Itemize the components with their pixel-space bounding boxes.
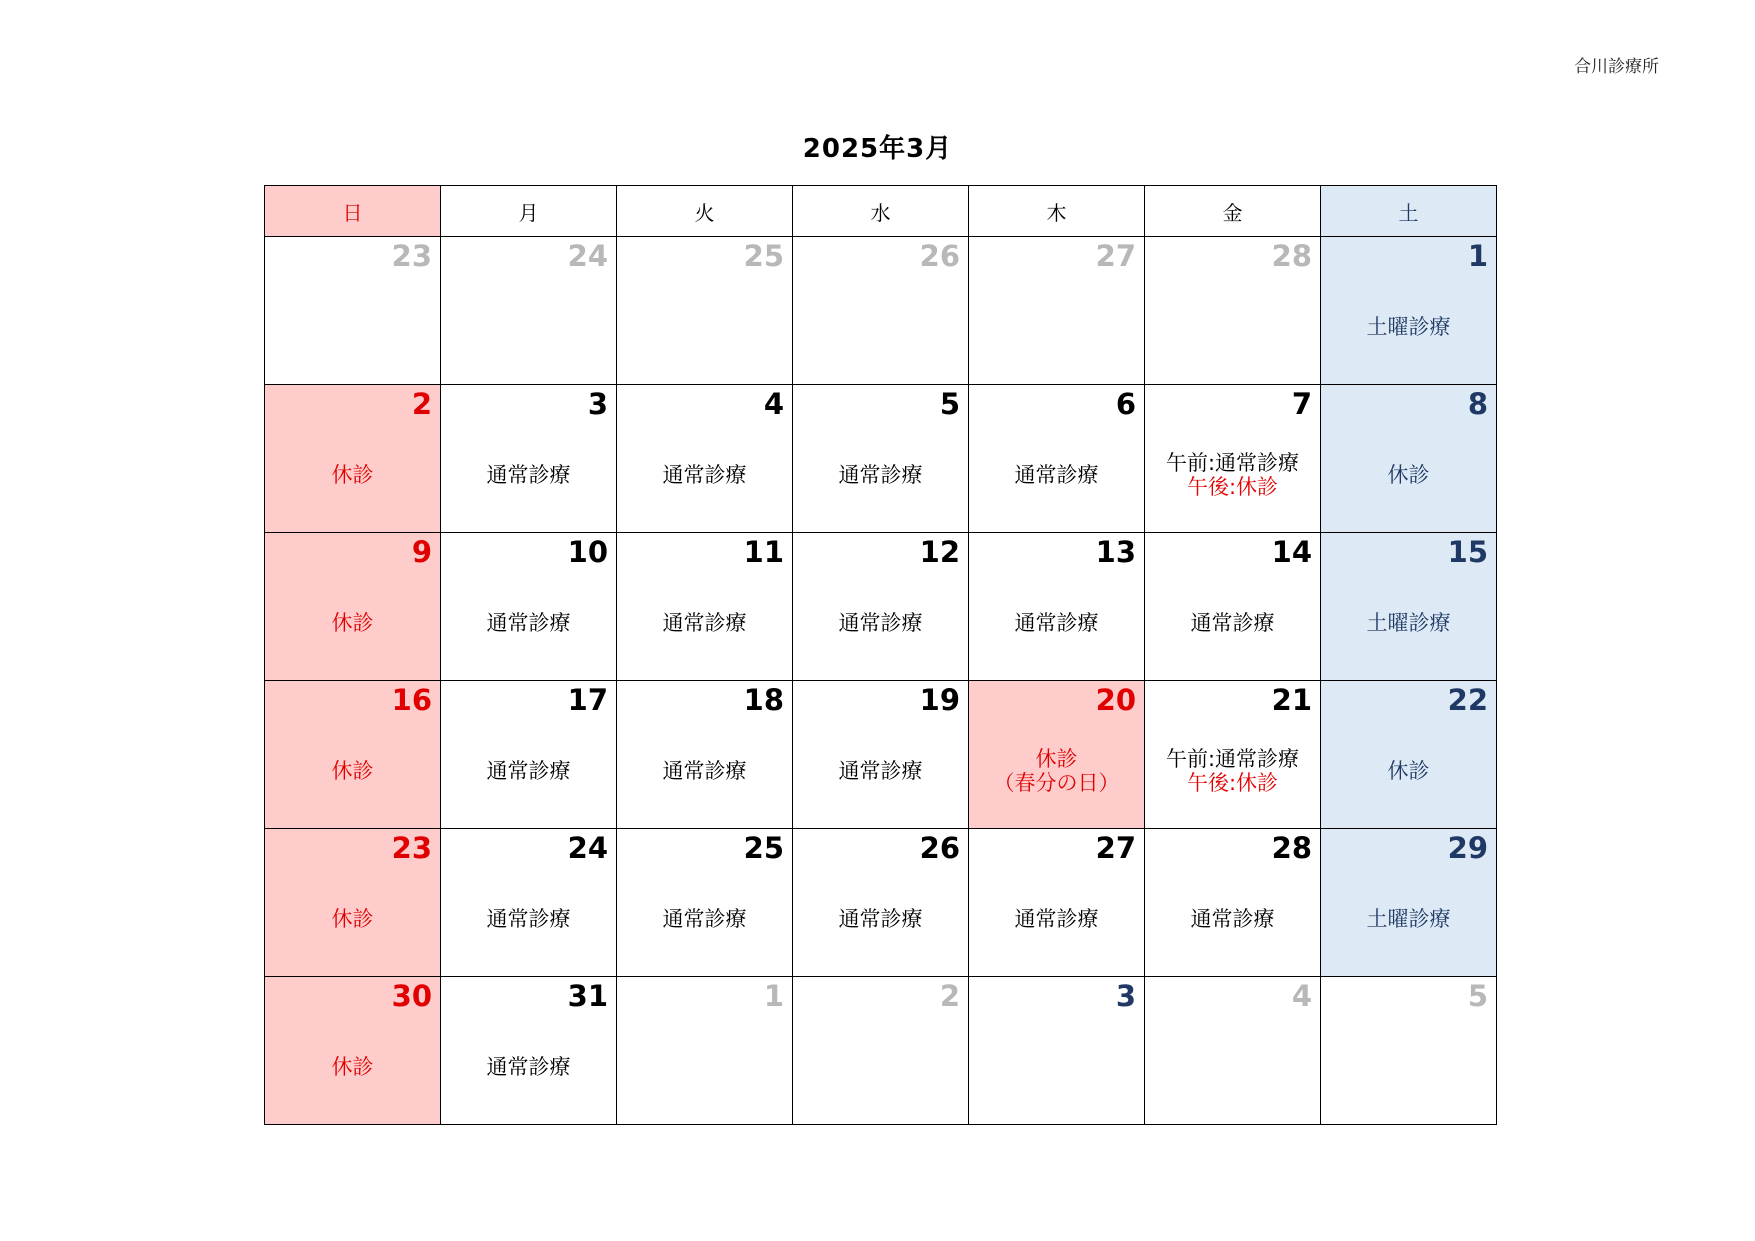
weekday-header-thu: 木 bbox=[969, 186, 1145, 237]
day-number: 24 bbox=[567, 239, 608, 273]
calendar-day-cell bbox=[793, 681, 969, 829]
calendar-day-cell bbox=[793, 533, 969, 681]
status-line: 通常診療 bbox=[1190, 611, 1275, 635]
status-line: 通常診療 bbox=[662, 611, 747, 635]
day-status bbox=[441, 611, 616, 635]
day-number: 1 bbox=[1467, 239, 1488, 273]
status-line: 土曜診療 bbox=[1366, 907, 1451, 931]
day-status bbox=[1321, 463, 1496, 487]
calendar-day-cell bbox=[1321, 533, 1497, 681]
clinic-name: 合川診療所 bbox=[1574, 57, 1659, 77]
status-line: 通常診療 bbox=[662, 463, 747, 487]
day-number: 30 bbox=[391, 979, 432, 1013]
day-number: 6 bbox=[1115, 387, 1136, 421]
calendar-day-cell bbox=[969, 385, 1145, 533]
weekday-header-sun: 日 bbox=[265, 186, 441, 237]
day-status bbox=[1321, 315, 1496, 339]
calendar-day-cell bbox=[1321, 829, 1497, 977]
day-number: 4 bbox=[1291, 979, 1312, 1013]
day-number: 18 bbox=[743, 683, 784, 717]
calendar-day-cell bbox=[1321, 681, 1497, 829]
day-number: 3 bbox=[1115, 979, 1136, 1013]
day-number: 11 bbox=[743, 535, 784, 569]
calendar-day-cell bbox=[265, 681, 441, 829]
day-status bbox=[793, 611, 968, 635]
calendar-day-cell bbox=[969, 533, 1145, 681]
day-status bbox=[793, 463, 968, 487]
calendar-week-row bbox=[265, 385, 1497, 533]
calendar-week-row bbox=[265, 681, 1497, 829]
calendar-day-cell bbox=[793, 385, 969, 533]
calendar-day-cell bbox=[441, 533, 617, 681]
status-line: 通常診療 bbox=[486, 463, 571, 487]
status-line: 通常診療 bbox=[662, 759, 747, 783]
status-line: 休診 bbox=[1387, 759, 1430, 783]
calendar-day-cell bbox=[265, 533, 441, 681]
day-number: 4 bbox=[763, 387, 784, 421]
day-number: 15 bbox=[1447, 535, 1488, 569]
day-number: 27 bbox=[1095, 239, 1136, 273]
day-number: 3 bbox=[587, 387, 608, 421]
day-status bbox=[969, 463, 1144, 487]
day-number: 16 bbox=[391, 683, 432, 717]
calendar-day-cell bbox=[265, 385, 441, 533]
status-line: 土曜診療 bbox=[1366, 315, 1451, 339]
status-line: 午前:通常診療 bbox=[1165, 747, 1300, 771]
calendar-day-cell bbox=[441, 681, 617, 829]
day-status bbox=[969, 611, 1144, 635]
day-number: 1 bbox=[763, 979, 784, 1013]
day-status bbox=[617, 759, 792, 783]
status-line: 休診 bbox=[1387, 463, 1430, 487]
calendar-day-cell bbox=[617, 237, 793, 385]
day-number: 10 bbox=[567, 535, 608, 569]
day-number: 5 bbox=[1467, 979, 1488, 1013]
calendar-day-cell bbox=[617, 681, 793, 829]
status-line: 通常診療 bbox=[486, 759, 571, 783]
calendar-day-cell bbox=[265, 237, 441, 385]
day-number: 26 bbox=[919, 831, 960, 865]
day-number: 2 bbox=[411, 387, 432, 421]
calendar-day-cell bbox=[793, 829, 969, 977]
day-number: 19 bbox=[919, 683, 960, 717]
status-line: 通常診療 bbox=[838, 759, 923, 783]
status-line: 通常診療 bbox=[1014, 463, 1099, 487]
day-number: 31 bbox=[567, 979, 608, 1013]
status-line: 通常診療 bbox=[838, 907, 923, 931]
calendar-day-cell bbox=[793, 977, 969, 1125]
calendar-day-cell bbox=[1321, 977, 1497, 1125]
status-line: 午前:通常診療 bbox=[1165, 451, 1300, 475]
calendar-day-cell bbox=[1145, 681, 1321, 829]
day-status bbox=[1321, 907, 1496, 931]
day-number: 24 bbox=[567, 831, 608, 865]
day-number: 28 bbox=[1271, 239, 1312, 273]
day-status bbox=[617, 463, 792, 487]
day-status bbox=[617, 907, 792, 931]
day-number: 28 bbox=[1271, 831, 1312, 865]
weekday-header-tue: 火 bbox=[617, 186, 793, 237]
calendar-day-cell bbox=[969, 681, 1145, 829]
weekday-header-mon: 月 bbox=[441, 186, 617, 237]
calendar-day-cell bbox=[1321, 385, 1497, 533]
day-status bbox=[265, 1055, 440, 1079]
status-line: 午後:休診 bbox=[1186, 771, 1279, 795]
day-status bbox=[441, 463, 616, 487]
weekday-header-row bbox=[265, 186, 1497, 237]
day-status bbox=[1145, 611, 1320, 635]
calendar-week-row bbox=[265, 533, 1497, 681]
status-line: 土曜診療 bbox=[1366, 611, 1451, 635]
status-line: 通常診療 bbox=[1014, 611, 1099, 635]
calendar-day-cell bbox=[441, 829, 617, 977]
day-status bbox=[1145, 907, 1320, 931]
calendar-week-row bbox=[265, 977, 1497, 1125]
status-line: 休診 bbox=[331, 907, 374, 931]
calendar-day-cell bbox=[793, 237, 969, 385]
calendar-day-cell bbox=[1321, 237, 1497, 385]
day-number: 25 bbox=[743, 239, 784, 273]
status-line: 通常診療 bbox=[838, 463, 923, 487]
day-status bbox=[265, 463, 440, 487]
day-number: 7 bbox=[1291, 387, 1312, 421]
day-status bbox=[1321, 611, 1496, 635]
calendar-title: 2025年3月 bbox=[802, 134, 953, 164]
status-line: 通常診療 bbox=[486, 907, 571, 931]
day-number: 29 bbox=[1447, 831, 1488, 865]
day-number: 23 bbox=[391, 239, 432, 273]
calendar-day-cell bbox=[969, 977, 1145, 1125]
day-number: 23 bbox=[391, 831, 432, 865]
day-number: 5 bbox=[939, 387, 960, 421]
day-status bbox=[969, 747, 1144, 795]
calendar-day-cell bbox=[441, 237, 617, 385]
status-line: 休診 bbox=[331, 611, 374, 635]
day-status bbox=[265, 907, 440, 931]
calendar-day-cell bbox=[617, 533, 793, 681]
day-number: 22 bbox=[1447, 683, 1488, 717]
calendar-day-cell bbox=[1145, 385, 1321, 533]
day-status bbox=[265, 611, 440, 635]
calendar-week-row bbox=[265, 829, 1497, 977]
status-line: 通常診療 bbox=[838, 611, 923, 635]
calendar-day-cell bbox=[617, 977, 793, 1125]
day-number: 20 bbox=[1095, 683, 1136, 717]
status-line: 午後:休診 bbox=[1186, 475, 1279, 499]
calendar-table bbox=[264, 185, 1497, 1125]
day-number: 14 bbox=[1271, 535, 1312, 569]
weekday-header-fri: 金 bbox=[1145, 186, 1321, 237]
day-number: 26 bbox=[919, 239, 960, 273]
calendar-day-cell bbox=[1145, 977, 1321, 1125]
calendar-day-cell bbox=[265, 829, 441, 977]
status-line: 休診 bbox=[331, 759, 374, 783]
day-status bbox=[1145, 747, 1320, 795]
calendar-day-cell bbox=[617, 385, 793, 533]
calendar-day-cell bbox=[1145, 829, 1321, 977]
calendar-day-cell bbox=[1145, 237, 1321, 385]
day-status bbox=[1321, 759, 1496, 783]
day-status bbox=[441, 907, 616, 931]
day-status bbox=[1145, 451, 1320, 499]
day-number: 9 bbox=[411, 535, 432, 569]
calendar-day-cell bbox=[617, 829, 793, 977]
status-line: 通常診療 bbox=[1190, 907, 1275, 931]
calendar-day-cell bbox=[265, 977, 441, 1125]
day-number: 27 bbox=[1095, 831, 1136, 865]
status-line: 休診 bbox=[331, 463, 374, 487]
calendar-day-cell bbox=[969, 237, 1145, 385]
status-line: 休診 bbox=[1035, 747, 1078, 771]
day-number: 12 bbox=[919, 535, 960, 569]
day-status bbox=[265, 759, 440, 783]
status-line: 通常診療 bbox=[486, 1055, 571, 1079]
day-status bbox=[617, 611, 792, 635]
weekday-header-sat: 土 bbox=[1321, 186, 1497, 237]
day-status bbox=[441, 1055, 616, 1079]
day-number: 25 bbox=[743, 831, 784, 865]
status-line: 通常診療 bbox=[662, 907, 747, 931]
day-status bbox=[793, 759, 968, 783]
day-status bbox=[793, 907, 968, 931]
calendar-body bbox=[265, 237, 1497, 1125]
calendar-day-cell bbox=[441, 385, 617, 533]
status-line: 通常診療 bbox=[486, 611, 571, 635]
weekday-header-wed: 水 bbox=[793, 186, 969, 237]
status-line: 通常診療 bbox=[1014, 907, 1099, 931]
calendar-day-cell bbox=[969, 829, 1145, 977]
status-line: 休診 bbox=[331, 1055, 374, 1079]
day-number: 17 bbox=[567, 683, 608, 717]
calendar-day-cell bbox=[1145, 533, 1321, 681]
day-number: 8 bbox=[1467, 387, 1488, 421]
day-number: 21 bbox=[1271, 683, 1312, 717]
day-number: 2 bbox=[939, 979, 960, 1013]
calendar-week-row bbox=[265, 237, 1497, 385]
calendar-day-cell bbox=[441, 977, 617, 1125]
status-line: （春分の日） bbox=[993, 771, 1120, 795]
day-status bbox=[441, 759, 616, 783]
day-status bbox=[969, 907, 1144, 931]
day-number: 13 bbox=[1095, 535, 1136, 569]
